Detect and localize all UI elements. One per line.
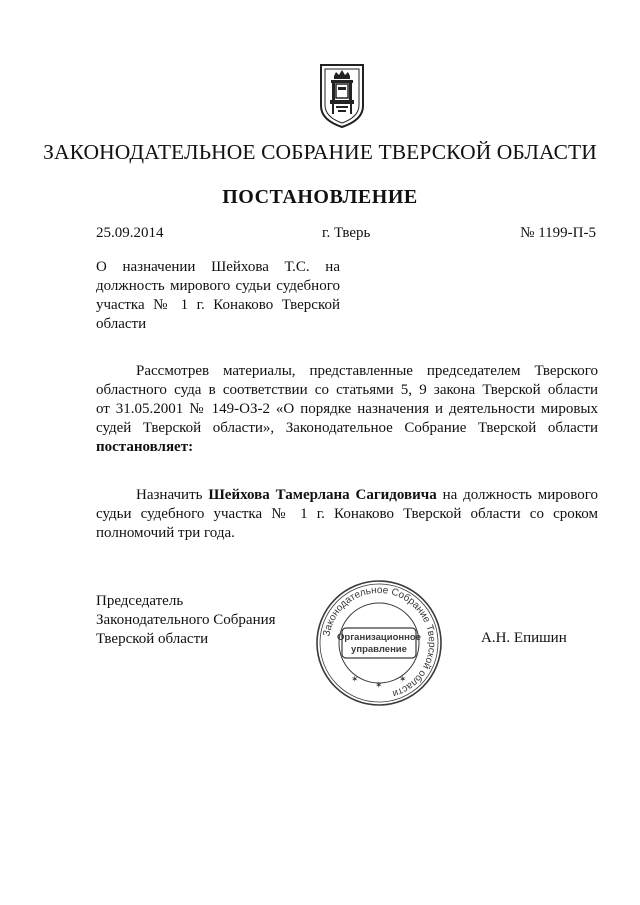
decision-tail: на должность мирового — [442, 487, 598, 503]
svg-text:✶: ✶ — [399, 675, 407, 685]
decision-line: полномочий три года. — [96, 525, 235, 541]
seal-inner-line: управление — [351, 644, 407, 655]
organization-title: ЗАКОНОДАТЕЛЬНОЕ СОБРАНИЕ ТВЕРСКОЙ ОБЛАСТИ — [43, 140, 597, 164]
subject-line: участка № 1 г. Конаково Тверской — [96, 297, 340, 313]
seal-inner-line: Организационное — [337, 632, 421, 643]
appointee-name: Шейхова Тамерлана Сагидовича — [208, 487, 437, 503]
decision-line — [96, 486, 598, 505]
decision-lead: Назначить — [136, 487, 203, 503]
tver-coat-of-arms-icon — [318, 62, 366, 130]
svg-text:✶: ✶ — [351, 675, 359, 685]
signatory-title-line: Законодательного Собрания — [96, 612, 276, 628]
document-subject — [96, 258, 340, 334]
document-date: 25.09.2014 — [96, 225, 164, 241]
document-number: № 1199-П-5 — [520, 225, 596, 241]
document-city: г. Тверь — [322, 225, 371, 241]
preamble-paragraph — [96, 362, 598, 457]
resolve-word: постановляет — [96, 439, 189, 455]
paragraph-line: судей Тверской области», Законодательное Собрание Тверской области — [96, 420, 598, 436]
resolve-line — [96, 438, 598, 457]
official-seal-stamp — [314, 578, 444, 708]
svg-text:✶: ✶ — [375, 681, 383, 691]
paragraph-line: Рассмотрев материалы, представленные председателем Тверского — [136, 363, 598, 379]
seal-outer-text: Законодательное Собрание Тверской области — [321, 584, 438, 699]
signatory-title-line: Председатель — [96, 593, 184, 609]
resolve-colon: : — [188, 439, 194, 455]
signatory-name: А.Н. Епишин — [481, 630, 567, 646]
document-type: ПОСТАНОВЛЕНИЕ — [222, 186, 418, 208]
subject-line: области — [96, 316, 147, 332]
paragraph-line: от 31.05.2001 № 149-ОЗ-2 «О порядке назначения и деятельности мировых — [96, 401, 598, 417]
signatory-title — [96, 592, 276, 649]
decision-line: судьи судебного участка № 1 г. Конаково Тверской области со сроком — [96, 506, 598, 522]
paragraph-line: областного суда в соответствии со статьями 5, 9 закона Тверской области — [96, 382, 598, 398]
signatory-title-line: Тверской области — [96, 631, 209, 647]
subject-line: должность мирового судьи судебного — [96, 278, 340, 294]
subject-line: О назначении Шейхова Т.С. на — [96, 259, 340, 275]
decision-paragraph — [96, 486, 598, 543]
